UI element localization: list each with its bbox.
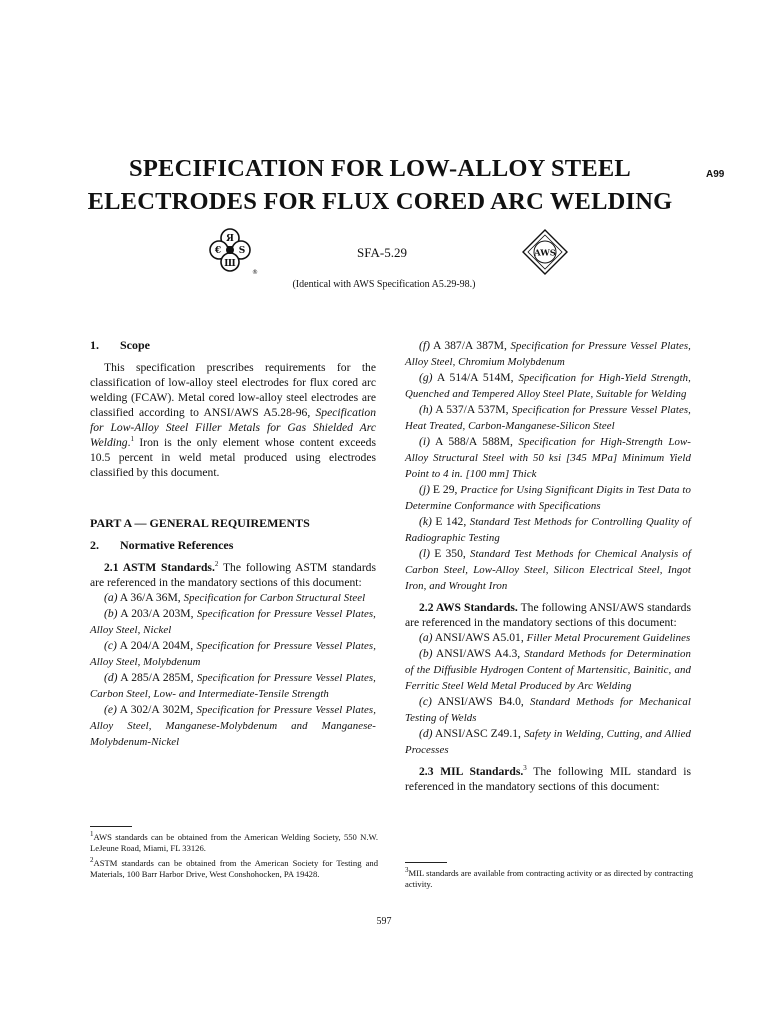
reference-item: (k) E 142, Standard Test Methods for Controlling Quality of Radiographic Testing xyxy=(405,515,691,544)
document-title xyxy=(60,152,700,218)
registered-mark: ® xyxy=(252,269,258,276)
footnote-2: $^2$ASTM standards can be obtained from the American Society for Testing and Materials, 100 Barr Harbor Drive, West Conshohocken, PA 19428. xyxy=(90,856,378,879)
left-column xyxy=(90,338,376,750)
page-number: 597 xyxy=(376,916,392,927)
logo-letter-left: € xyxy=(214,246,222,256)
aws-label: 2.2 AWS Standards. xyxy=(419,601,518,614)
reference-item: (h) A 537/A 537M, Specification for Pressure Vessel Plates, Heat Treated, Carbon-Manganese-Silicon Steel xyxy=(405,403,691,432)
reference-item: (l) E 350, Standard Test Methods for Chemical Analysis of Carbon Steel, Low-Alloy Steel, Silicon Electrical Steel, Ingot Iron, and Wrought Iron xyxy=(405,547,691,592)
footnote-1: $^1$AWS standards can be obtained from the American Welding Society, 550 N.W. LeJeune Road, Miami, FL 33126. xyxy=(90,830,378,853)
footnote-ref-1: 1 xyxy=(130,435,134,444)
reference-item: (a) A 36/A 36M, Specification for Carbon Structural Steel xyxy=(104,591,366,604)
astm-list-right xyxy=(405,338,691,594)
reference-item: (f) A 387/A 387M, Specification for Pressure Vessel Plates, Alloy Steel, Chromium Molybdenum xyxy=(405,339,691,368)
scope-paragraph: This specification prescribes requirements for the classification of low-alloy steel electrodes for flux cored arc welding (FCAW). Metal cored low-alloy steel electrodes are classified according to ANSI/AWS A5.28-96, Specification for Low-Alloy Steel Filler Metals for Gas Shielded Arc Welding.$^1$ Iron is the only element whose content exceeds 10.5 percent in weld metal produced using electrodes classified by this document. xyxy=(90,361,376,479)
mil-intro: 2.3 MIL Standards.$^3$ The following MIL standard is referenced in the mandatory sections of this document: xyxy=(405,764,691,793)
spec-number: SFA-5.29 xyxy=(357,245,407,260)
aws-logo-icon xyxy=(522,229,568,275)
footnote-rule-right xyxy=(405,862,447,863)
logo-letter-right: S xyxy=(238,246,246,256)
normative-references-heading: 2. Normative References xyxy=(90,538,234,552)
logo-letter-bottom: Ш xyxy=(224,259,236,269)
reference-item: (a) ANSI/AWS A5.01, Filler Metal Procurement Guidelines xyxy=(419,631,691,644)
title-line-1: SPECIFICATION FOR LOW-ALLOY STEEL xyxy=(129,155,631,182)
footnote-rule-left xyxy=(90,826,132,827)
aws-logo-text: AWS xyxy=(534,248,556,259)
part-a-heading: PART A — GENERAL REQUIREMENTS xyxy=(90,516,310,530)
identical-note: (Identical with AWS Specification A5.29-98.) xyxy=(292,279,476,290)
logo-letter-top: Я xyxy=(226,234,234,244)
asme-logo-icon xyxy=(208,228,260,276)
reference-item: (j) E 29, Practice for Using Significant Digits in Test Data to Determine Conformance with Specifications xyxy=(405,483,692,512)
astm-list-left xyxy=(90,590,376,750)
aws-intro: 2.2 AWS Standards. The following ANSI/AWS standards are referenced in the mandatory sections of this document: xyxy=(405,601,691,629)
title-line-2: ELECTRODES FOR FLUX CORED ARC WELDING xyxy=(87,188,673,215)
mil-label: 2.3 MIL Standards. xyxy=(419,765,524,778)
reference-item: (e) A 302/A 302M, Specification for Pressure Vessel Plates, Alloy Steel, Manganese-Molybdenum and Manganese-Molybdenum-Nickel xyxy=(90,703,376,748)
footnote-ref-3: 3 xyxy=(523,764,527,773)
aws-list xyxy=(405,630,691,758)
reference-item: (g) A 514/A 514M, Specification for High-Yield Strength, Quenched and Tempered Alloy Steel Plate, Suitable for Welding xyxy=(405,371,691,400)
right-column xyxy=(405,338,691,794)
reference-item: (d) A 285/A 285M, Specification for Pressure Vessel Plates, Carbon Steel, Low- and Intermediate-Tensile Strength xyxy=(90,671,376,700)
footnote-3: $^3$MIL standards are available from contracting activity or as directed by contracting activity. xyxy=(405,866,693,889)
footnote-ref-2: 2 xyxy=(214,560,219,569)
scope-heading: 1. Scope xyxy=(90,338,150,352)
astm-intro: 2.1 ASTM Standards.$^2$ The following ASTM standards are referenced in the mandatory sections of this document: xyxy=(90,560,376,589)
reference-item: (b) ANSI/AWS A4.3, Standard Methods for Determination of the Diffusible Hydrogen Content of Martensitic, Bainitic, and Ferritic Steel Weld Metal Produced by Arc Welding xyxy=(405,647,691,692)
reference-item: (c) ANSI/AWS B4.0, Standard Methods for Mechanical Testing of Welds xyxy=(405,695,692,724)
reference-item: (c) A 204/A 204M, Specification for Pressure Vessel Plates, Alloy Steel, Molybdenum xyxy=(90,639,376,668)
reference-item: (d) ANSI/ASC Z49.1, Safety in Welding, Cutting, and Allied Processes xyxy=(405,727,691,756)
reference-item: (b) A 203/A 203M, Specification for Pressure Vessel Plates, Alloy Steel, Nickel xyxy=(90,607,376,636)
scope-cited-title: Specification for Low-Alloy Steel Filler Metals for Gas Shielded Arc Welding xyxy=(90,406,376,449)
reference-item: (i) A 588/A 588M, Specification for High-Strength Low-Alloy Structural Steel with 50 ksi [345 MPa] Minimum Yield Point to 4 in. [100 mm] Thick xyxy=(405,435,691,480)
astm-label: 2.1 ASTM Standards. xyxy=(104,561,215,574)
revision-mark: A99 xyxy=(706,169,725,180)
